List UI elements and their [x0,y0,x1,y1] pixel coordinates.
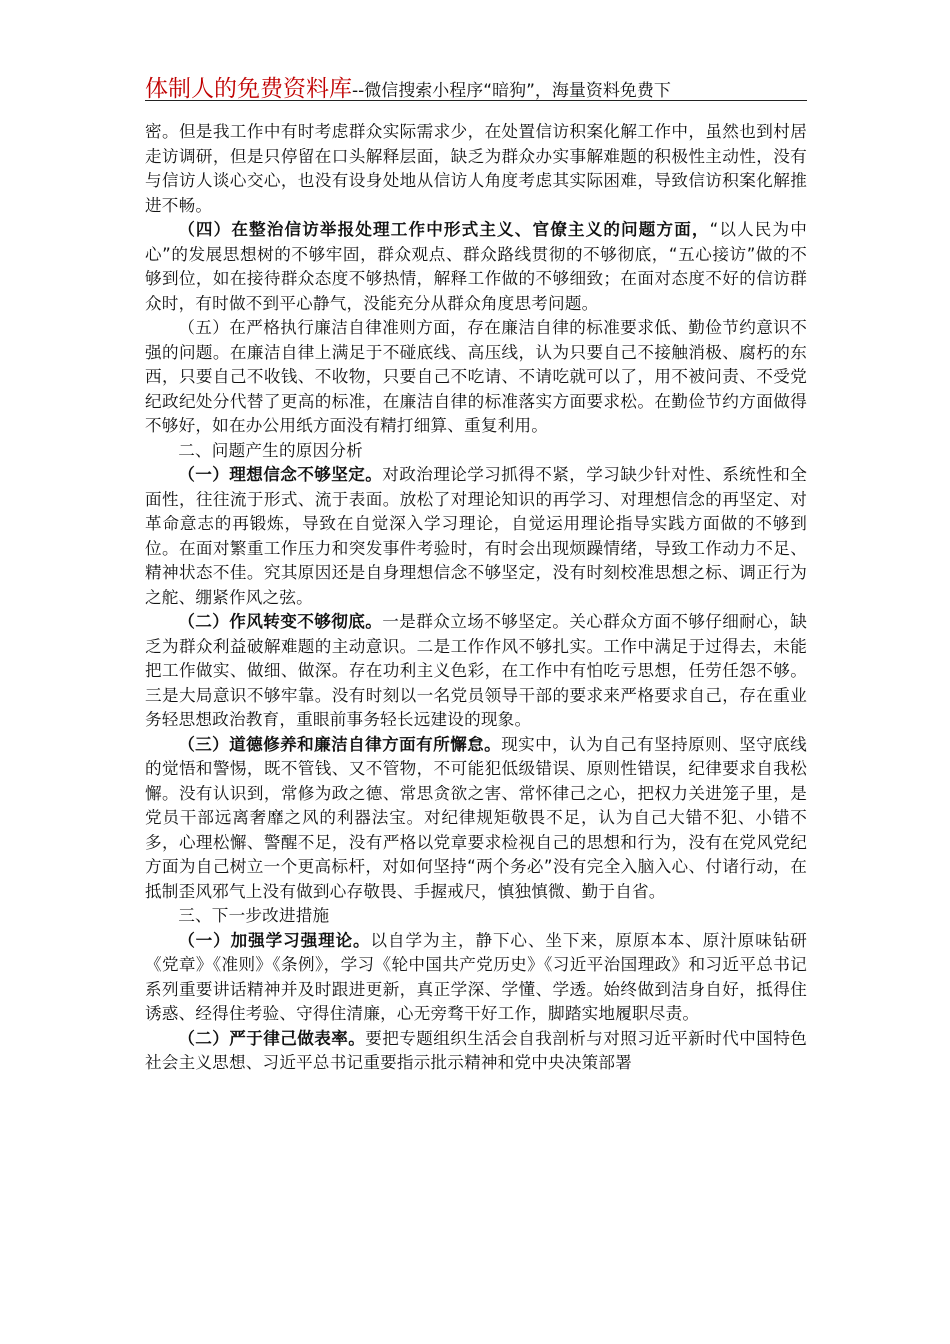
paragraph: （一）加强学习强理论。以自学为主，静下心、坐下来，原原本本、原汁原味钻研《党章》《准则》《条例》，学习《轮中国共产党历史》《习近平治国理政》和习近平总书记系列重要讲话精神并及时跟进更新，真正学深、学懂、学透。始终做到洁身自好，抵得住诱惑、经得住考验、守得住清廉，心无旁骛干好工作，脚踏实地履职尽责。 [145,930,808,1023]
paragraph: （三）道德修养和廉洁自律方面有所懈怠。现实中，认为自己有坚持原则、坚守底线的觉悟和警惕，既不管钱、又不管物，不可能犯低级错误、原则性错误，纪律要求自我松懈。没有认识到，常修为政之德、常思贪欲之害、常怀律己之心，把权力关进笼子里，是党员干部远离奢靡之风的利器法宝。对纪律规矩敬畏不足，认为自己大错不犯、小错不多，心理松懈、警醒不足，没有严格以党章要求检视自己的思想和行为，没有在党风党纪方面为自己树立一个更高标杆，对如何坚持“两个务必”没有完全入脑入心、付诸行动，在抵制歪风邪气上没有做到心存敬畏、手握戒尺，慎独慎微、勤于自省。 [145,734,807,901]
paragraph: 密。但是我工作中有时考虑群众实际需求少，在处置信访积案化解工作中，虽然也到村居走访调研，但是只停留在口头解释层面，缺乏为群众办实事解难题的积极性主动性，没有与信访人谈心交心，也没有设身处地从信访人角度考虑其实际困难，导致信访积案化解推进不畅。 [145,122,807,215]
section-heading: 二、问题产生的原因分析 [178,440,363,460]
paragraph: （二）严于律己做表率。要把专题组织生活会自我剖析与对照习近平新时代中国特色社会主义思想、习近平总书记重要指示批示精神和党中央决策部署 [145,1028,808,1072]
section-heading: 三、下一步改进措施 [178,906,330,925]
paragraph: （四）在整治信访举报处理工作中形式主义、官僚主义的问题方面，“以人民为中心”的发展思想树的不够牢固，群众观点、群众路线贯彻的不够彻底，“五心接访”做的不够到位，如在接待群众态度不够热情，解释工作做的不够细致；在面对态度不好的信访群众时，有时做不到平心静气，没能充分从群众角度思考问题。 [145,220,808,313]
paragraph-heading: （一）加强学习强理论。 [178,930,371,950]
header-brand: 体制人的免费资料库 [145,76,352,101]
header-promo: --微信搜索小程序“暗狗”，海量资料免费下 [352,81,671,101]
page-header [145,70,807,101]
paragraph-heading: （一）理想信念不够坚定。 [178,465,383,484]
paragraph-heading: （四）在整治信访举报处理工作中形式主义、官僚主义的问题方面， [178,220,710,239]
document-body [145,120,807,1076]
paragraph-heading: （二）严于律己做表率。 [178,1028,366,1048]
paragraph-heading: （三）道德修养和廉洁自律方面有所懈怠。 [178,734,502,754]
paragraph: （五）在严格执行廉洁自律准则方面，存在廉洁自律的标准要求低、勤俭节约意识不强的问题。在廉洁自律上满足于不碰底线、高压线，认为只要自己不接触消极、腐朽的东西，只要自己不收钱、不收物，只要自己不吃请、不请吃就可以了，用不被问责、不受党纪政纪处分代替了更高的标准，在廉洁自律的标准落实方面要求松。在勤俭节约方面做得不够好，如在办公用纸方面没有精打细算、重复利用。 [145,318,807,435]
paragraph-heading: （二）作风转变不够彻底。 [178,612,383,631]
paragraph: （二）作风转变不够彻底。一是群众立场不够坚定。关心群众方面不够仔细耐心，缺乏为群众利益破解难题的主动意识。二是工作作风不够扎实。工作中满足于过得去，未能把工作做实、做细、做深。存在功利主义色彩，在工作中有怕吃亏思想，任劳任怨不够。三是大局意识不够牢靠。没有时刻以一名党员领导干部的要求来严格要求自己，存在重业务轻思想政治教育，重眼前事务轻长远建设的现象。 [145,612,808,729]
paragraph: （一）理想信念不够坚定。对政治理论学习抓得不紧，学习缺少针对性、系统性和全面性，往往流于形式、流于表面。放松了对理论知识的再学习、对理想信念的再坚定、对革命意志的再锻炼，导致在自觉深入学习理论，自觉运用理论指导实践方面做的不够到位。在面对繁重工作压力和突发事件考验时，有时会出现烦躁情绪，导致工作动力不足、精神状态不佳。究其原因还是自身理想信念不够坚定，没有时刻校准思想之标、调正行为之舵、绷紧作风之弦。 [145,465,808,607]
